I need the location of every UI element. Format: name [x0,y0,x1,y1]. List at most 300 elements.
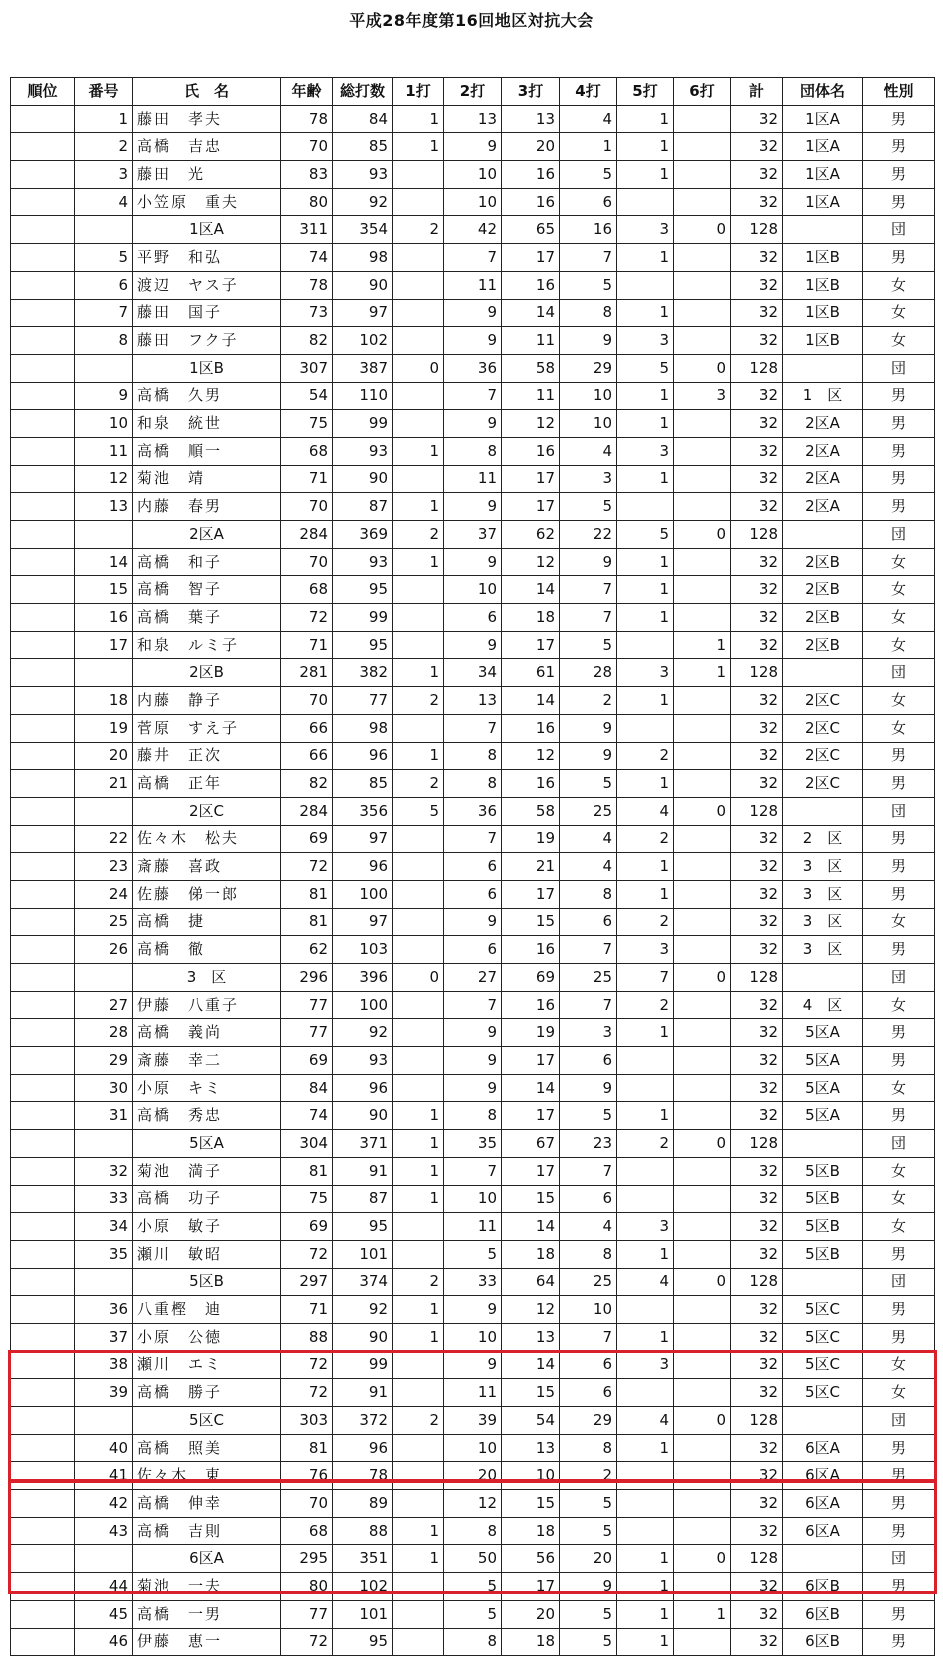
cell-stroke-6 [674,548,731,576]
cell-number: 4 [75,188,133,216]
cell-name: 高橋 葉子 [133,604,281,632]
cell-team: 5区A [783,1019,863,1047]
cell-stroke-3: 14 [502,1074,560,1102]
cell-sum: 128 [731,521,783,549]
cell-number: 23 [75,853,133,881]
cell-stroke-4: 6 [560,1379,617,1407]
cell-age: 71 [281,1296,333,1324]
table-row [11,493,935,521]
table-row [11,1600,935,1628]
cell-total-strokes: 101 [333,1240,393,1268]
cell-stroke-1 [393,825,444,853]
cell-stroke-4: 4 [560,437,617,465]
cell-stroke-5: 1 [617,880,674,908]
cell-age: 69 [281,1213,333,1241]
cell-gender: 男 [863,1517,935,1545]
cell-team: 5区B [783,1157,863,1185]
cell-sum: 128 [731,1407,783,1435]
cell-team: 3 区 [783,853,863,881]
cell-rank [11,271,75,299]
cell-age: 73 [281,299,333,327]
cell-name: 高橋 秀忠 [133,1102,281,1130]
cell-stroke-2: 9 [444,133,502,161]
cell-name: 伊藤 恵一 [133,1628,281,1656]
cell-sum: 32 [731,133,783,161]
cell-stroke-3: 18 [502,604,560,632]
cell-sum: 32 [731,936,783,964]
cell-team: 2区B [783,576,863,604]
cell-stroke-1 [393,991,444,1019]
cell-rank [11,936,75,964]
cell-stroke-5: 1 [617,853,674,881]
cell-name: 高橋 智子 [133,576,281,604]
cell-name: 菊池 一夫 [133,1573,281,1601]
cell-rank [11,493,75,521]
cell-stroke-1: 2 [393,1268,444,1296]
cell-number: 39 [75,1379,133,1407]
cell-total-strokes: 85 [333,770,393,798]
cell-stroke-5: 1 [617,1573,674,1601]
cell-stroke-2: 5 [444,1573,502,1601]
cell-stroke-5 [617,1296,674,1324]
cell-name: 佐々木 東 [133,1462,281,1490]
cell-name: 斎藤 喜政 [133,853,281,881]
cell-age: 281 [281,659,333,687]
cell-stroke-6: 0 [674,964,731,992]
cell-name: 高橋 徹 [133,936,281,964]
cell-age: 70 [281,493,333,521]
cell-stroke-6 [674,770,731,798]
cell-number: 40 [75,1434,133,1462]
cell-stroke-6 [674,1019,731,1047]
cell-stroke-3: 15 [502,908,560,936]
table-row [11,382,935,410]
cell-total-strokes: 95 [333,1213,393,1241]
cell-stroke-1 [393,604,444,632]
cell-name: 菊池 靖 [133,465,281,493]
cell-stroke-6 [674,244,731,272]
cell-stroke-1 [393,1434,444,1462]
cell-rank [11,1379,75,1407]
cell-stroke-2: 11 [444,1379,502,1407]
cell-gender: 男 [863,1240,935,1268]
cell-stroke-5: 2 [617,908,674,936]
cell-stroke-1: 1 [393,742,444,770]
cell-stroke-2: 9 [444,1019,502,1047]
cell-team: 2区A [783,493,863,521]
cell-stroke-3: 14 [502,1351,560,1379]
cell-age: 81 [281,1157,333,1185]
cell-number: 25 [75,908,133,936]
cell-team: 5区C [783,1296,863,1324]
cell-stroke-3: 16 [502,714,560,742]
cell-stroke-6 [674,853,731,881]
cell-stroke-5: 1 [617,1545,674,1573]
cell-total-strokes: 96 [333,742,393,770]
cell-stroke-2: 50 [444,1545,502,1573]
cell-stroke-3: 17 [502,1047,560,1075]
cell-stroke-1 [393,1019,444,1047]
cell-gender: 女 [863,631,935,659]
table-row [11,631,935,659]
cell-total-strokes: 354 [333,216,393,244]
cell-stroke-1 [393,1074,444,1102]
cell-stroke-5 [617,714,674,742]
cell-rank [11,1102,75,1130]
cell-stroke-2: 6 [444,604,502,632]
cell-stroke-6 [674,576,731,604]
cell-team: 2区A [783,437,863,465]
cell-team: 1区A [783,105,863,133]
cell-team: 5区A [783,1102,863,1130]
header-sum: 計 [731,78,783,106]
cell-rank [11,659,75,687]
cell-stroke-2: 8 [444,770,502,798]
cell-stroke-2: 7 [444,382,502,410]
cell-rank [11,1600,75,1628]
cell-stroke-4: 6 [560,908,617,936]
cell-rank [11,1407,75,1435]
cell-team: 1区B [783,271,863,299]
table-row [11,1490,935,1518]
cell-stroke-4: 7 [560,1323,617,1351]
table-row [11,1213,935,1241]
cell-number [75,1545,133,1573]
cell-stroke-3: 61 [502,659,560,687]
cell-stroke-4: 9 [560,327,617,355]
cell-team: 5区A [783,1074,863,1102]
table-row [11,1517,935,1545]
cell-number: 22 [75,825,133,853]
cell-team: 6区A [783,1434,863,1462]
header-gender: 性別 [863,78,935,106]
cell-sum: 32 [731,853,783,881]
cell-gender: 団 [863,797,935,825]
cell-stroke-3: 11 [502,382,560,410]
cell-stroke-3: 15 [502,1379,560,1407]
cell-stroke-6 [674,410,731,438]
cell-number: 24 [75,880,133,908]
header-name: 氏 名 [133,78,281,106]
table-row [11,1240,935,1268]
table-row [11,1351,935,1379]
cell-name: 小原 敏子 [133,1213,281,1241]
cell-team: 1区A [783,161,863,189]
cell-number: 14 [75,548,133,576]
cell-stroke-1: 1 [393,1545,444,1573]
cell-stroke-1: 2 [393,687,444,715]
header-number: 番号 [75,78,133,106]
cell-stroke-3: 17 [502,631,560,659]
table-row [11,1462,935,1490]
cell-stroke-6 [674,687,731,715]
cell-gender: 男 [863,936,935,964]
cell-gender: 男 [863,742,935,770]
cell-stroke-2: 7 [444,244,502,272]
cell-stroke-2: 9 [444,410,502,438]
cell-rank [11,382,75,410]
cell-stroke-5: 4 [617,1268,674,1296]
cell-stroke-2: 10 [444,1323,502,1351]
cell-team: 2区B [783,604,863,632]
cell-total-strokes: 96 [333,1074,393,1102]
cell-gender: 男 [863,105,935,133]
cell-name: 平野 和弘 [133,244,281,272]
cell-stroke-5: 1 [617,299,674,327]
cell-name: 2区A [133,521,281,549]
cell-stroke-5: 1 [617,244,674,272]
cell-sum: 32 [731,105,783,133]
cell-number: 8 [75,327,133,355]
cell-stroke-4: 2 [560,1462,617,1490]
cell-stroke-1 [393,908,444,936]
cell-stroke-4: 9 [560,1074,617,1102]
cell-total-strokes: 84 [333,105,393,133]
cell-stroke-6 [674,299,731,327]
header-stroke-6: 6打 [674,78,731,106]
cell-stroke-4: 5 [560,1517,617,1545]
cell-age: 304 [281,1130,333,1158]
cell-stroke-6: 1 [674,1600,731,1628]
cell-stroke-4: 7 [560,991,617,1019]
cell-rank [11,880,75,908]
cell-stroke-5: 2 [617,825,674,853]
cell-team: 3 区 [783,936,863,964]
cell-stroke-4: 8 [560,1434,617,1462]
cell-gender: 男 [863,1102,935,1130]
cell-team: 6区B [783,1573,863,1601]
cell-number: 37 [75,1323,133,1351]
cell-number: 15 [75,576,133,604]
cell-number: 2 [75,133,133,161]
cell-stroke-1 [393,327,444,355]
cell-stroke-4: 28 [560,659,617,687]
cell-total-strokes: 110 [333,382,393,410]
cell-total-strokes: 90 [333,465,393,493]
cell-number: 27 [75,991,133,1019]
cell-age: 72 [281,853,333,881]
cell-total-strokes: 351 [333,1545,393,1573]
cell-age: 72 [281,1628,333,1656]
cell-stroke-5: 1 [617,161,674,189]
cell-rank [11,1213,75,1241]
cell-number: 17 [75,631,133,659]
team-total-row [11,1407,935,1435]
cell-team: 2区A [783,465,863,493]
cell-stroke-2: 11 [444,465,502,493]
cell-stroke-5 [617,1157,674,1185]
cell-stroke-3: 19 [502,825,560,853]
cell-sum: 32 [731,1462,783,1490]
cell-stroke-5: 1 [617,1102,674,1130]
cell-name: 6区A [133,1545,281,1573]
cell-gender: 女 [863,271,935,299]
cell-gender: 女 [863,576,935,604]
header-row [11,78,935,106]
cell-age: 77 [281,991,333,1019]
cell-gender: 男 [863,853,935,881]
cell-rank [11,687,75,715]
cell-age: 83 [281,161,333,189]
cell-gender: 女 [863,1351,935,1379]
cell-number [75,1268,133,1296]
table-body [11,105,935,1656]
cell-total-strokes: 101 [333,1600,393,1628]
cell-stroke-1 [393,853,444,881]
cell-total-strokes: 93 [333,437,393,465]
cell-age: 70 [281,133,333,161]
cell-stroke-5 [617,1517,674,1545]
cell-age: 307 [281,354,333,382]
cell-age: 66 [281,742,333,770]
cell-stroke-6 [674,714,731,742]
cell-stroke-4: 5 [560,1600,617,1628]
cell-team: 4 区 [783,991,863,1019]
table-row [11,548,935,576]
table-row [11,1157,935,1185]
header-rank: 順位 [11,78,75,106]
cell-stroke-2: 10 [444,161,502,189]
cell-number: 16 [75,604,133,632]
cell-rank [11,1240,75,1268]
cell-total-strokes: 371 [333,1130,393,1158]
cell-stroke-6 [674,1074,731,1102]
cell-name: 藤田 フク子 [133,327,281,355]
cell-team: 1区B [783,244,863,272]
cell-rank [11,1351,75,1379]
cell-age: 84 [281,1074,333,1102]
cell-gender: 男 [863,1434,935,1462]
cell-stroke-2: 9 [444,1296,502,1324]
cell-total-strokes: 103 [333,936,393,964]
cell-team: 5区B [783,1185,863,1213]
cell-name: 高橋 伸幸 [133,1490,281,1518]
table-row [11,853,935,881]
cell-stroke-3: 17 [502,244,560,272]
cell-stroke-1: 1 [393,1130,444,1158]
cell-stroke-4: 25 [560,964,617,992]
cell-stroke-5: 3 [617,936,674,964]
cell-team: 2区B [783,631,863,659]
cell-stroke-3: 17 [502,465,560,493]
cell-sum: 32 [731,714,783,742]
cell-sum: 32 [731,1573,783,1601]
cell-rank [11,216,75,244]
cell-total-strokes: 95 [333,1628,393,1656]
cell-stroke-5 [617,631,674,659]
table-row [11,742,935,770]
cell-stroke-1 [393,1490,444,1518]
cell-stroke-4: 2 [560,687,617,715]
cell-age: 75 [281,410,333,438]
cell-sum: 32 [731,1185,783,1213]
cell-sum: 32 [731,1351,783,1379]
cell-stroke-6: 0 [674,1268,731,1296]
cell-sum: 32 [731,382,783,410]
table-row [11,991,935,1019]
cell-age: 72 [281,1240,333,1268]
cell-total-strokes: 374 [333,1268,393,1296]
cell-stroke-5: 2 [617,1130,674,1158]
cell-stroke-1 [393,382,444,410]
cell-sum: 128 [731,1545,783,1573]
cell-team: 1区A [783,188,863,216]
cell-stroke-2: 9 [444,908,502,936]
cell-stroke-2: 7 [444,825,502,853]
cell-stroke-1 [393,410,444,438]
cell-number: 3 [75,161,133,189]
cell-stroke-3: 14 [502,299,560,327]
cell-total-strokes: 97 [333,825,393,853]
cell-stroke-6: 1 [674,631,731,659]
cell-rank [11,797,75,825]
cell-team: 5区B [783,1240,863,1268]
cell-total-strokes: 95 [333,631,393,659]
cell-name: 内藤 春男 [133,493,281,521]
cell-rank [11,1628,75,1656]
cell-total-strokes: 77 [333,687,393,715]
cell-stroke-6 [674,1047,731,1075]
cell-stroke-3: 20 [502,1600,560,1628]
team-total-row [11,216,935,244]
header-stroke-4: 4打 [560,78,617,106]
cell-stroke-5 [617,1047,674,1075]
cell-stroke-3: 21 [502,853,560,881]
cell-team: 2区B [783,548,863,576]
cell-stroke-4: 7 [560,1157,617,1185]
cell-team: 1 区 [783,382,863,410]
cell-stroke-1: 1 [393,1157,444,1185]
cell-age: 80 [281,188,333,216]
cell-gender: 女 [863,327,935,355]
cell-gender: 女 [863,687,935,715]
cell-total-strokes: 387 [333,354,393,382]
cell-age: 74 [281,1102,333,1130]
cell-age: 72 [281,1351,333,1379]
cell-stroke-6 [674,1185,731,1213]
cell-name: 1区B [133,354,281,382]
table-row [11,244,935,272]
cell-stroke-4: 5 [560,770,617,798]
cell-number: 6 [75,271,133,299]
cell-age: 68 [281,1517,333,1545]
cell-stroke-6 [674,1490,731,1518]
table-row [11,1628,935,1656]
cell-rank [11,1434,75,1462]
table-row [11,1185,935,1213]
cell-team: 5区C [783,1351,863,1379]
cell-stroke-4: 29 [560,1407,617,1435]
cell-stroke-5: 4 [617,1407,674,1435]
cell-stroke-4: 10 [560,410,617,438]
cell-number: 7 [75,299,133,327]
cell-stroke-2: 20 [444,1462,502,1490]
cell-stroke-4: 4 [560,853,617,881]
cell-stroke-1: 1 [393,133,444,161]
cell-total-strokes: 98 [333,244,393,272]
cell-stroke-1 [393,1379,444,1407]
cell-name: 高橋 吉則 [133,1517,281,1545]
cell-stroke-5: 1 [617,604,674,632]
cell-number: 38 [75,1351,133,1379]
cell-age: 75 [281,1185,333,1213]
cell-stroke-2: 7 [444,714,502,742]
cell-stroke-2: 7 [444,991,502,1019]
table-row [11,105,935,133]
cell-stroke-1 [393,1600,444,1628]
cell-name: 高橋 正年 [133,770,281,798]
cell-number: 1 [75,105,133,133]
